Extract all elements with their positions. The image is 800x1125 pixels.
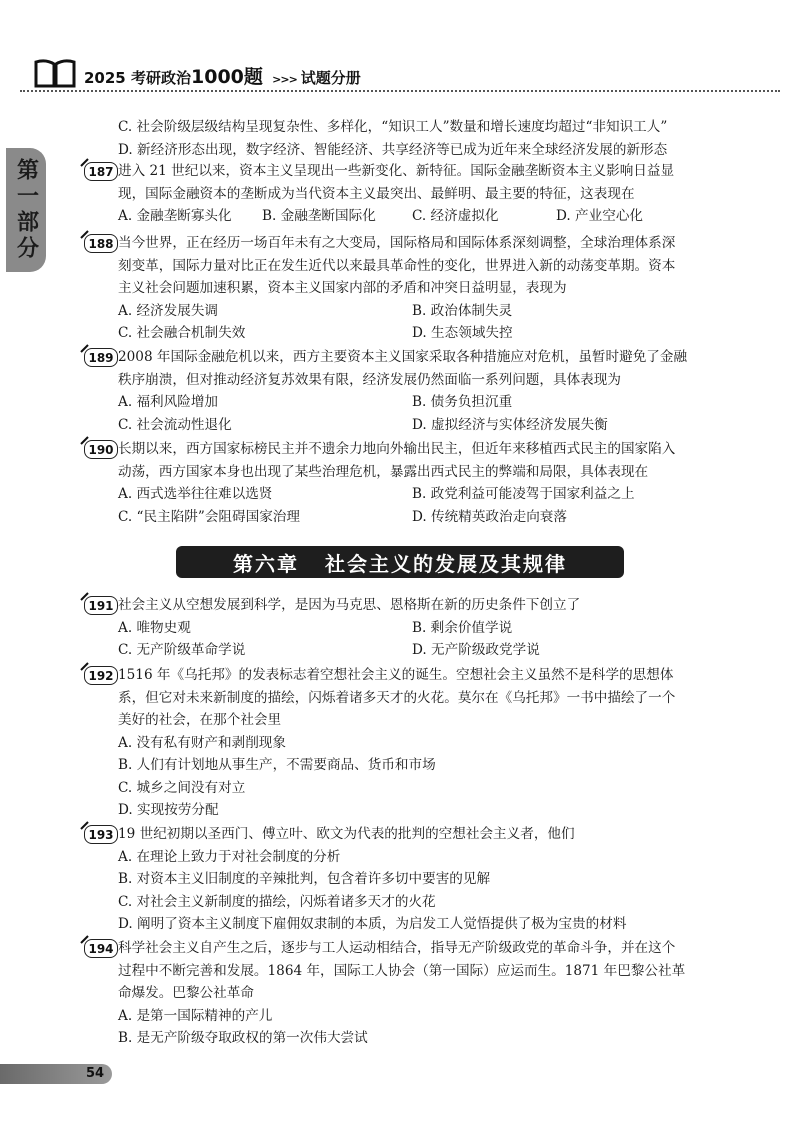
header-year: 2025 [84, 69, 126, 87]
question-number: 187 [88, 164, 114, 179]
question-number: 190 [88, 442, 114, 457]
page-number: 54 [86, 1066, 105, 1081]
answer-option: A. 经济发展失调 [118, 302, 219, 319]
question-number: 189 [88, 350, 114, 365]
header-title [84, 62, 361, 89]
header-subtitle: 试题分册 [300, 69, 361, 87]
answer-option: C. 城乡之间没有对立 [118, 779, 246, 796]
pen-icon [80, 820, 90, 830]
answer-option: B. 债务负担沉重 [412, 394, 513, 410]
header-title-big: 1000 [191, 66, 244, 88]
answer-option: A. 福利风险增加 [118, 394, 219, 410]
question-stem-line: 过程中不断完善和发展。1864 年，国际工人协会（第一国际）应运而生。1871 年巴黎公社革 [118, 962, 686, 979]
pen-icon [80, 435, 90, 445]
answer-option: C. 对社会主义新制度的描绘，闪烁着诸多天才的火花 [118, 893, 436, 910]
question-number-badge [84, 596, 118, 615]
question-stem-line: 现，国际金融资本的垄断成为当代资本主义最突出、最鲜明、最主要的特征，这表现在 [118, 185, 635, 202]
answer-option: D. 传统精英政治走向衰落 [412, 508, 567, 525]
answer-option: A. 金融垄断寡头化 [118, 208, 232, 224]
answer-option: A. 是第一国际精神的产儿 [118, 1007, 273, 1024]
question-number-badge [84, 666, 118, 685]
question-number: 188 [88, 236, 114, 251]
answer-option: B. 对资本主义旧制度的辛辣批判，包含着许多切中要害的见解 [118, 871, 491, 887]
question-number: 192 [88, 668, 114, 683]
question-stem-line: 刻变革，国际力量对比正在发生近代以来最具革命性的变化，世界进入新的动荡变革期。资本 [118, 257, 676, 274]
continued-option: C. 社会阶级层级结构呈现复杂性、多样化，“知识工人”数量和增长速度均超过“非知识工人” [118, 119, 668, 135]
question-number-badge [84, 825, 118, 844]
continued-option: D. 新经济形态出现，数字经济、智能经济、共享经济等已成为近年来全球经济发展的新形态 [118, 141, 668, 158]
answer-option: B. 人们有计划地从事生产，不需要商品、货币和市场 [118, 757, 436, 773]
answer-option: D. 无产阶级政党学说 [412, 642, 540, 658]
open-book-icon [34, 58, 76, 88]
question-stem-line: 动荡，西方国家本身也出现了某些治理危机，暴露出西式民主的弊端和局限，具体表现在 [118, 463, 649, 480]
question-stem-line: 进入 21 世纪以来，资本主义呈现出一些新变化、新特征。国际金融垄断资本主义影响日益显 [118, 163, 675, 179]
answer-option: D. 产业空心化 [556, 208, 644, 224]
chapter-banner [176, 546, 624, 578]
answer-option: C. 社会流动性退化 [118, 416, 232, 433]
side-tab [6, 148, 46, 272]
page-header [20, 48, 780, 94]
question-stem-line: 美好的社会，在那个社会里 [118, 712, 282, 728]
pen-icon [80, 229, 90, 239]
header-title-a: 考研政治 [130, 69, 191, 87]
pen-icon [80, 591, 90, 601]
question-stem-line: 1516 年《乌托邦》的发表标志着空想社会主义的诞生。空想社会主义虽然不是科学的思想体 [118, 667, 674, 683]
answer-option: D. 实现按劳分配 [118, 802, 219, 818]
question-number-badge [84, 162, 118, 181]
question-stem-line: 社会主义从空想发展到科学，是因为马克思、恩格斯在新的历史条件下创立了 [118, 597, 581, 613]
question-number-badge [84, 440, 118, 459]
question-stem-line: 系，但它对未来新制度的描绘，闪烁着诸多天才的火花。莫尔在《乌托邦》一书中描绘了一个 [118, 689, 676, 706]
chapter-number: 第六章 [233, 551, 299, 576]
answer-option: A. 在理论上致力于对社会制度的分析 [118, 848, 341, 865]
question-stem-line: 长期以来，西方国家标榜民主并不遗余力地向外输出民主，但近年来移植西式民主的国家陷入 [118, 441, 676, 457]
answer-option: B. 是无产阶级夺取政权的第一次伟大尝试 [118, 1030, 368, 1046]
question-stem-line: 主义社会问题加速积累，资本主义国家内部的矛盾和冲突日益明显，表现为 [118, 280, 567, 296]
answer-option: B. 政党利益可能凌驾于国家利益之上 [412, 486, 635, 502]
question-stem-line: 19 世纪初期以圣西门、傅立叶、欧文为代表的批判的空想社会主义者，他们 [118, 826, 575, 842]
header-divider [20, 90, 780, 92]
answer-option: B. 剩余价值学说 [412, 619, 513, 636]
header-title-b: 题 [243, 66, 263, 88]
question-number: 194 [88, 941, 114, 956]
answer-option: C. “民主陷阱”会阻碍国家治理 [118, 508, 300, 525]
question-stem-line: 当今世界，正在经历一场百年未有之大变局，国际格局和国际体系深刻调整，全球治理体系深 [118, 235, 676, 251]
pen-icon [80, 343, 90, 353]
answer-option: D. 虚拟经济与实体经济发展失衡 [412, 416, 608, 433]
question-number: 191 [88, 598, 114, 613]
question-stem-line: 2008 年国际金融危机以来，西方主要资本主义国家采取各种措施应对危机，虽暂时避免了金融 [118, 349, 688, 365]
answer-option: A. 西式选举往往难以选贤 [118, 486, 273, 502]
answer-option: B. 政治体制失灵 [412, 302, 513, 319]
answer-option: C. 社会融合机制失效 [118, 325, 246, 341]
pen-icon [80, 934, 90, 944]
pen-icon [80, 661, 90, 671]
answer-option: A. 没有私有财产和剥削现象 [118, 734, 286, 751]
question-number-badge [84, 234, 118, 253]
header-arrows: >>> [272, 73, 297, 86]
answer-option: C. 经济虚拟化 [412, 208, 499, 224]
question-number: 193 [88, 827, 114, 842]
question-stem-line: 命爆发。巴黎公社革命 [118, 985, 254, 1001]
answer-option: D. 生态领域失控 [412, 325, 513, 341]
question-stem-line: 秩序崩溃，但对推动经济复苏效果有限，经济发展仍然面临一系列问题，具体表现为 [118, 371, 621, 388]
answer-option: D. 阐明了资本主义制度下雇佣奴隶制的本质，为启发工人觉悟提供了极为宝贵的材料 [118, 916, 627, 932]
question-stem-line: 科学社会主义自产生之后，逐步与工人运动相结合，指导无产阶级政党的革命斗争，并在这个 [118, 940, 676, 956]
question-number-badge [84, 939, 118, 958]
question-number-badge [84, 348, 118, 367]
pen-icon [80, 157, 90, 167]
answer-option: A. 唯物史观 [118, 619, 191, 636]
chapter-title: 社会主义的发展及其规律 [325, 551, 567, 576]
answer-option: C. 无产阶级革命学说 [118, 642, 246, 658]
side-tab-label: 第一部分 [13, 158, 39, 262]
answer-option: B. 金融垄断国际化 [262, 208, 376, 224]
